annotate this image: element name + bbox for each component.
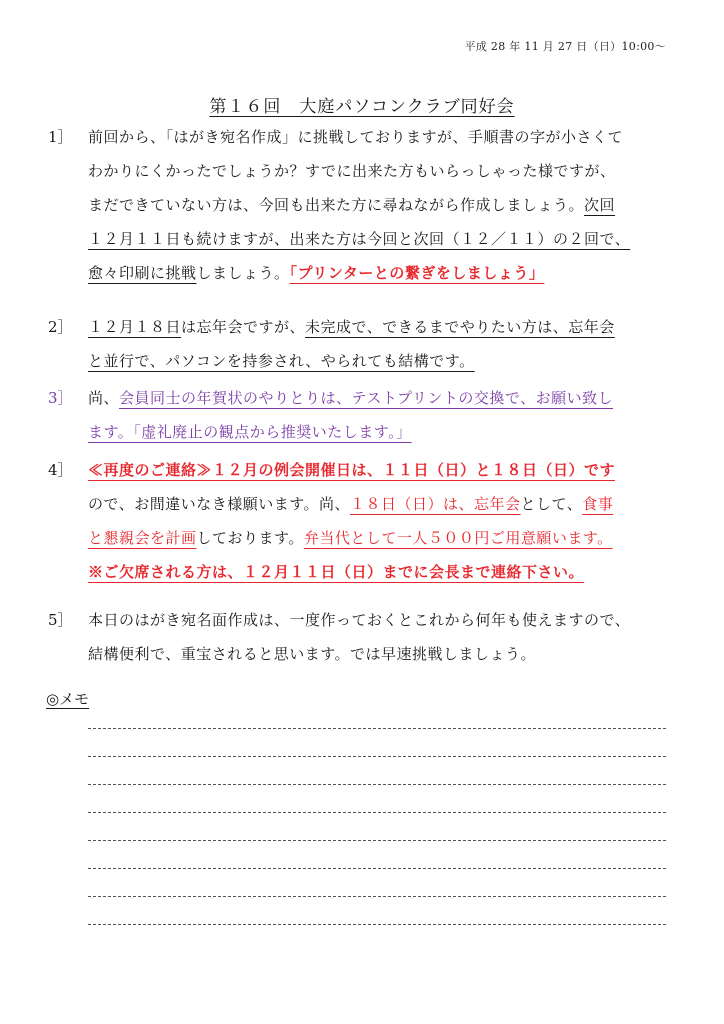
item-line [88, 256, 676, 290]
memo-line [88, 868, 666, 869]
item-line [88, 310, 676, 344]
item-number: 4］ [48, 461, 73, 479]
memo-line [88, 840, 666, 841]
item-line [88, 555, 676, 589]
line-segment: ので、お間違いなき様願います。尚、 [88, 495, 351, 513]
line-segment: は忘年会ですが、 [181, 318, 306, 336]
line-segment-highlight: と懇親会を計画 [88, 529, 197, 547]
item-line [88, 415, 676, 449]
item-number: 5］ [48, 611, 73, 629]
line-segment: しましょう。 [196, 264, 290, 282]
item-line [88, 453, 676, 487]
item-number: 2］ [48, 318, 73, 336]
line-segment: まだできていない方は、今回も出来た方に尋ねながら作成しましょう。 [88, 196, 585, 214]
item-line [88, 521, 676, 555]
line-segment-highlight: １８日（日）は、忘年会 [350, 495, 521, 513]
memo-line [88, 896, 666, 897]
item-line: 結構便利で、重宝されると思います。では早速挑戦しましょう。 [88, 645, 537, 663]
item-line: 本日のはがき宛名面作成は、一度作っておくとこれから何年も使えますので、 [88, 611, 631, 629]
memo-label: ◎メモ [46, 690, 90, 708]
item-line [88, 188, 676, 222]
memo-line [88, 812, 666, 813]
item-number: 3］ [48, 389, 73, 407]
line-segment-highlight: ます。「虚礼廃止の観点から推奨いたします。」 [88, 423, 412, 441]
item-line: 前回から、「はがき宛名作成」に挑戦しておりますが、手順書の字が小さくて [88, 128, 624, 146]
item-body [88, 381, 676, 449]
line-segment: １２月１１日も続けますが、出来た方は [88, 230, 368, 248]
line-segment-highlight: 弁当代として一人５００円ご用意願います。 [303, 529, 613, 547]
item-body [88, 453, 676, 589]
memo-line [88, 924, 666, 925]
line-segment: として、 [520, 495, 583, 513]
line-segment-highlight: 「プリンターとの繋ぎをしましょう」 [289, 264, 545, 282]
item-number: 1］ [48, 128, 73, 146]
line-segment-underlined: 次回 [584, 196, 616, 214]
line-segment-highlight: ≪再度のご連絡≫１２月の例会開催日は、１１日（日）と１８日（日）です [88, 461, 616, 479]
item-body [88, 310, 676, 378]
item-body [88, 603, 676, 671]
line-segment-underlined: 愈々印刷に挑戦 [88, 264, 197, 282]
line-segment-underlined: 今回と次回（１２／１１）の２回で、 [367, 230, 631, 248]
memo-line [88, 784, 666, 785]
line-segment-highlight: 食事 [582, 495, 614, 513]
item-line: わかりにくかったでしょうか？すでに出来た方もいらっしゃった様ですが、 [88, 162, 616, 180]
meeting-date: 平成 28 年 11 月 27 日（日）10:00～ [464, 40, 666, 53]
line-segment: しております。 [196, 529, 304, 547]
item-body [88, 120, 676, 290]
line-segment-underlined: １２月１８日 [88, 318, 182, 336]
memo-line [88, 756, 666, 757]
line-segment: 尚、 [88, 389, 120, 407]
line-segment-highlight: 会員同士の年賀状のやりとりは、テストプリントの交換で、お願い致し [119, 389, 614, 407]
item-line [88, 487, 676, 521]
memo-line [88, 728, 666, 729]
item-line [88, 222, 676, 256]
line-segment-highlight: ※ご欠席される方は、１２月１１日（日）までに会長まで連絡下さい。 [88, 563, 585, 581]
item-line [88, 381, 676, 415]
line-segment-underlined: 未完成で、できるまでやりたい方は、忘年会 [305, 318, 615, 336]
line-segment-underlined: と並行で、パソコンを持参され、やられても結構です。 [88, 352, 475, 370]
page-title: 第１６回 大庭パソコンクラブ同好会 [209, 97, 515, 117]
item-line [88, 344, 676, 378]
